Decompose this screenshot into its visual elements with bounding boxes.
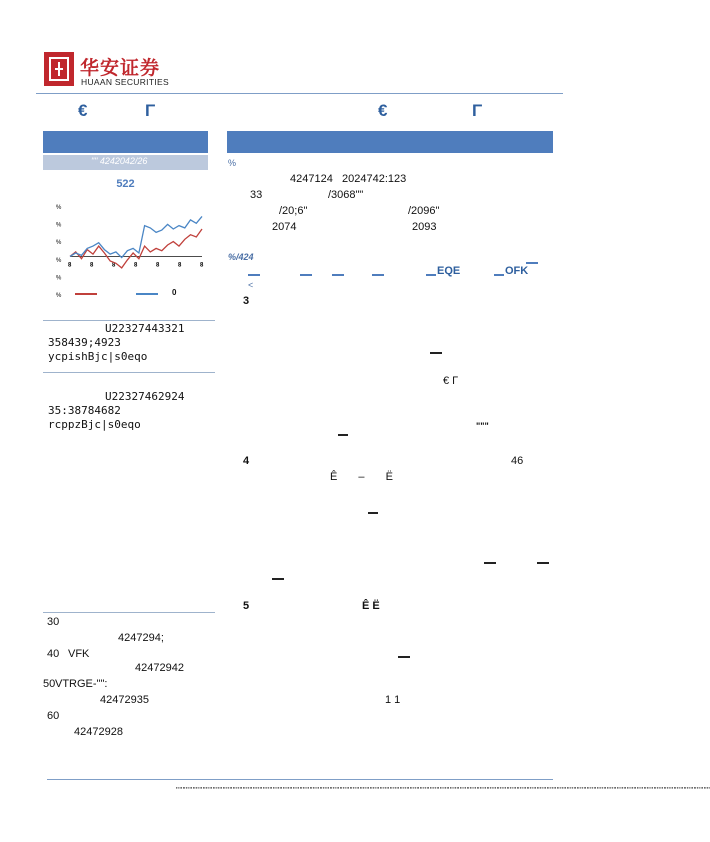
price-chart	[44, 192, 208, 302]
arrow-mark: <	[248, 280, 254, 290]
report-text: 42472942	[135, 662, 184, 674]
header-glyph: Γ	[472, 101, 483, 120]
legend-label: 0	[172, 288, 177, 297]
y-tick-label: %	[56, 205, 62, 211]
x-tick-label: 8	[200, 262, 204, 269]
footer-dots: """"""""""""""""""""""""""""""""""""""""""""""""""""""""""""""""""""""""""""""""""""""""""""""""""""""""""""""""""""""""""""""""""""""""""""""""""""""""""""""""	[176, 786, 710, 795]
stat-text: 2024742:123	[342, 173, 407, 185]
blue-rule	[332, 274, 344, 276]
header-divider	[36, 93, 563, 94]
stat-text: 2074	[272, 221, 297, 233]
header-glyph: €	[78, 101, 88, 120]
dash	[272, 578, 284, 580]
dash	[398, 656, 410, 658]
x-tick-label: 8	[90, 262, 94, 269]
blue-rule	[248, 274, 260, 276]
footer-divider	[47, 779, 553, 780]
legend-swatch-red	[75, 293, 97, 295]
report-num: 30	[47, 616, 60, 628]
left-section-bar	[43, 131, 208, 153]
section-mark: %/424	[228, 252, 254, 262]
stock-email: rcppzBjc|s0eqo	[48, 418, 141, 431]
dash	[430, 352, 442, 354]
blue-rule	[494, 274, 504, 276]
legend-swatch-blue	[136, 293, 158, 295]
left-subheader-text: "" 4242042/26	[91, 156, 148, 166]
report-text: 42472935	[100, 694, 149, 706]
x-tick-label: 8	[112, 262, 116, 269]
x-tick-label: 8	[134, 262, 138, 269]
report-text: VTRGE-"":	[55, 678, 108, 690]
x-tick-label: 8	[178, 262, 182, 269]
stock-phone: 35:38784682	[48, 404, 121, 417]
header-glyph: €	[378, 101, 388, 120]
stock-code: U22327462924	[105, 390, 185, 403]
item-glyphs: Ê Ë	[362, 600, 380, 612]
item-number: 4	[243, 455, 250, 467]
y-tick-label: %	[56, 275, 62, 282]
brand-name-en: HUAAN SECURITIES	[81, 77, 169, 87]
x-tick-label: 8	[68, 262, 72, 269]
stock-email: ycpishBjc|s0eqo	[48, 350, 148, 363]
stat-text: 33	[250, 189, 263, 201]
report-text: 42472928	[74, 726, 123, 738]
tab-ofk: OFK	[505, 265, 529, 277]
item-number: 5	[243, 600, 250, 612]
y-tick-label: %	[56, 293, 62, 299]
left-divider	[43, 612, 215, 613]
y-tick-label: %	[56, 257, 62, 264]
y-tick-label: %	[56, 222, 62, 229]
blue-rule	[300, 274, 312, 276]
item-figure: 46	[511, 455, 524, 467]
tab-eqe: EQE	[437, 265, 461, 277]
inline-glyphs: € Γ	[443, 375, 459, 387]
section-mark: %	[228, 158, 237, 168]
brand-name-cn: 华安证券	[80, 57, 161, 79]
stat-text: /3068""	[328, 189, 364, 201]
inline-ones: 1 1	[385, 694, 401, 706]
dash	[537, 562, 549, 564]
dash	[484, 562, 496, 564]
stat-text: 4247124	[290, 173, 333, 185]
dash	[338, 434, 348, 436]
report-text: VFK	[68, 648, 90, 660]
stock-code: U22327443321	[105, 322, 185, 335]
report-num: 50	[43, 678, 56, 690]
blue-rule	[372, 274, 384, 276]
dots: """	[476, 421, 489, 431]
report-num: 40	[47, 648, 60, 660]
x-tick-label: 8	[156, 262, 160, 269]
left-divider	[43, 320, 215, 321]
blue-rule	[526, 262, 538, 264]
blue-rule	[426, 274, 436, 276]
chart-title: 522	[116, 178, 135, 190]
report-text: 4247294;	[118, 632, 164, 644]
y-tick-label: %	[56, 240, 62, 247]
item-glyphs: Ê – Ë	[330, 471, 393, 483]
stat-text: 2093	[412, 221, 437, 233]
report-num: 60	[47, 710, 60, 722]
left-subheader	[43, 155, 208, 170]
dash	[368, 512, 378, 514]
stat-text: /2096"	[408, 205, 440, 217]
left-divider	[43, 372, 215, 373]
logo	[44, 52, 74, 86]
item-number: 3	[243, 295, 250, 307]
header-glyph: Γ	[145, 101, 156, 120]
right-section-bar	[227, 131, 553, 153]
stock-phone: 358439;4923	[48, 336, 121, 349]
stat-text: /20;6"	[279, 205, 308, 217]
